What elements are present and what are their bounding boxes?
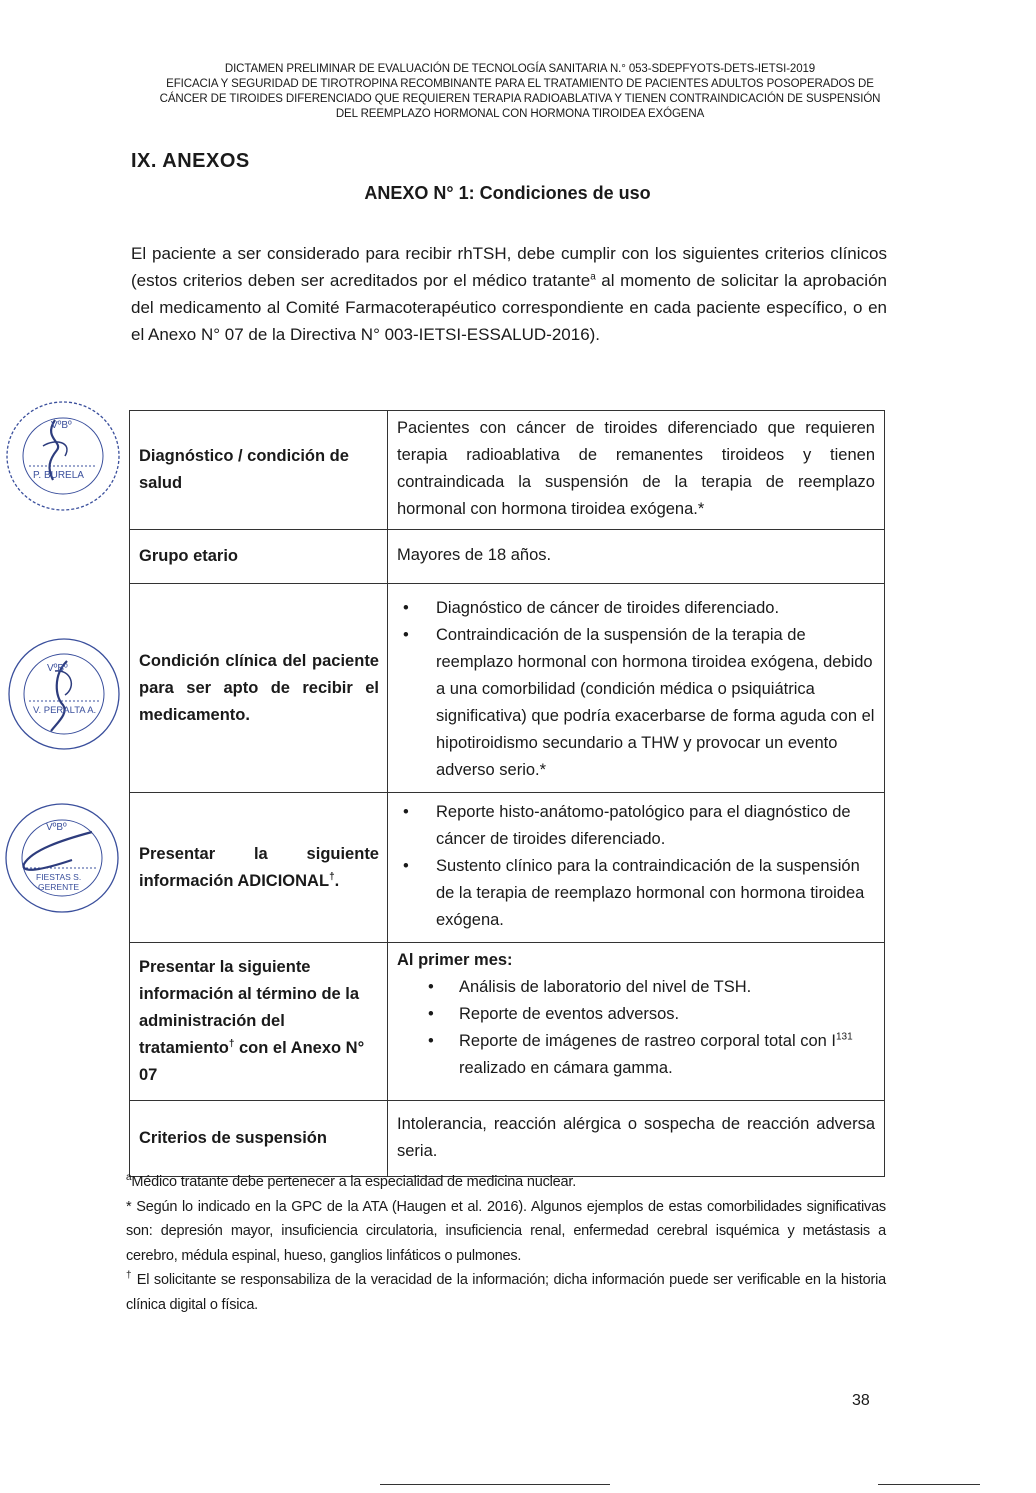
intro-paragraph [131, 240, 887, 348]
table-row-post-treatment-info [130, 943, 885, 1101]
row-content [388, 943, 885, 1101]
list-item [459, 1028, 875, 1082]
criteria-table [129, 410, 885, 1177]
list-item: • Diagnóstico de cáncer de tiroides diferenciado. [436, 595, 875, 622]
bullet-list [397, 799, 875, 934]
header-line-1: DICTAMEN PRELIMINAR DE EVALUACIÓN DE TECNOLOGÍA SANITARIA N.° 053-SDEPFYOTS-DETS-IETSI-2019 [224, 63, 816, 75]
svg-text:P. BURELA: P. BURELA [33, 470, 84, 481]
footnote-a [126, 1170, 886, 1195]
approval-stamp-icon [3, 398, 123, 516]
header-line-3: CÁNCER DE TIROIDES DIFERENCIADO QUE REQUIEREN TERAPIA RADIOABLATIVA Y TIENEN CONTRAINDICACIÓN DE SUSPENSIÓN [159, 93, 881, 105]
list-item: • Análisis de laboratorio del nivel de TSH. [459, 974, 875, 1001]
intro-part-2: al momento de solicitar la aprobación del medicamento al Comité Farmacoterapéutico correspondiente en cada paciente específico, o en el Anexo N° 07 de la Directiva N° 003-IETSI-ESSALUD-2016). [131, 271, 887, 344]
footer-rule-right [878, 1484, 980, 1485]
approval-stamp-icon [2, 800, 122, 918]
list-item: • Reporte histo-anátomo-patológico para el diagnóstico de cáncer de tiroides diferenciado. [436, 799, 875, 853]
row-label: Grupo etario [130, 530, 388, 584]
isotope-number: 131 [835, 1031, 853, 1043]
row-label-text-end: . [334, 871, 340, 890]
list-item: • Reporte de eventos adversos. [459, 1001, 875, 1028]
footnote-dagger-text: El solicitante se responsabiliza de la veracidad de la información; dicha información puede ser verificable en la historia clínica digital o física. [126, 1272, 886, 1313]
row-content: Mayores de 18 años. [388, 530, 885, 584]
row-label-text-end: con el Anexo N° 07 [139, 1039, 365, 1084]
row-label-text: Presentar la siguiente información al término de la administración del tratamiento [139, 958, 360, 1057]
footnote-dagger [126, 1268, 886, 1317]
approval-stamp-icon [5, 635, 123, 753]
footnote-mark-dagger: † [126, 1270, 133, 1282]
row-content [388, 793, 885, 943]
table-row-age-group [130, 530, 885, 584]
footnote-ref-a: a [590, 271, 596, 283]
list-item: • Sustento clínico para la contraindicación de la suspensión de la terapia de reemplazo hormonal con hormona tiroidea exógena. [436, 853, 875, 934]
svg-text:FIESTAS S.: FIESTAS S. [36, 872, 82, 882]
header-line-4: DEL REEMPLAZO HORMONAL CON HORMONA TIROIDEA EXÓGENA [335, 108, 705, 120]
row-label: Condición clínica del paciente para ser apto de recibir el medicamento. [130, 584, 388, 793]
list-item: • Contraindicación de la suspensión de la terapia de reemplazo hormonal con hormona tiroidea exógena, debido a una comorbilidad (condición médica o psiquiátrica significativa) que podría exacerbarse de forma aguda con el hipotiroidismo secundario a THW y provocar un evento adverso serio.* [436, 622, 875, 784]
bullet-list [397, 974, 875, 1082]
first-month-heading: Al primer mes: [397, 951, 513, 969]
annex-title: ANEXO N° 1: Condiciones de uso [364, 183, 651, 203]
list-item-text: Reporte de imágenes de rastreo corporal total con [459, 1032, 832, 1050]
footer-rule-left [380, 1484, 610, 1485]
section-title: IX. ANEXOS [131, 150, 250, 172]
list-item-text-end: realizado en cámara gamma. [459, 1059, 673, 1077]
svg-text:VºBº: VºBº [51, 420, 72, 431]
row-label-text: Presentar la siguiente información ADICIONAL [139, 844, 379, 890]
table-row-additional-info [130, 793, 885, 943]
isotope-symbol: I [831, 1032, 836, 1050]
footnotes [126, 1170, 886, 1317]
page-number: 38 [852, 1392, 870, 1409]
row-label [130, 793, 388, 943]
table-row-diagnosis [130, 411, 885, 530]
bullet-list [397, 595, 875, 784]
row-content [388, 584, 885, 793]
footnote-star: * Según lo indicado en la GPC de la ATA (Haugen et al. 2016). Algunos ejemplos de estas comorbilidades significativas son: depresión mayor, insuficiencia circulatoria, insuficiencia renal, enfermedad cerebral isquémica y metástasis a cerebro, médula espinal, hueso, ganglios linfáticos o pulmones. [126, 1198, 886, 1264]
footnote-a-text: Médico tratante debe pertenecer a la especialidad de medicina nuclear. [131, 1174, 577, 1190]
document-header [120, 62, 920, 122]
svg-text:GERENTE: GERENTE [38, 882, 80, 892]
svg-text:V. PERALTA A.: V. PERALTA A. [33, 705, 97, 716]
footnote-ref-dagger: † [329, 871, 335, 882]
row-label: Criterios de suspensión [130, 1101, 388, 1177]
row-content: Pacientes con cáncer de tiroides diferenciado que requieren terapia radioablativa de remanentes tiroideos y tienen contraindicada la suspensión de la terapia de reemplazo hormonal con hormona tiroidea exógena.* [388, 411, 885, 530]
svg-text:VºBº: VºBº [46, 822, 67, 833]
row-label: Diagnóstico / condición de salud [130, 411, 388, 530]
row-content: Intolerancia, reacción alérgica o sospecha de reacción adversa seria. [388, 1101, 885, 1177]
intro-part-1: El paciente a ser considerado para recibir rhTSH, debe cumplir con los siguientes criterios clínicos (estos criterios deben ser acreditados por el médico tratante [131, 244, 887, 290]
header-line-2: EFICACIA Y SEGURIDAD DE TIROTROPINA RECOMBINANTE PARA EL TRATAMIENTO DE PACIENTES ADULTOS POSOPERADOS DE [166, 78, 874, 90]
footnote-mark-a: a [126, 1172, 132, 1184]
row-label [130, 943, 388, 1101]
footnote-ref-dagger: † [228, 1038, 235, 1050]
svg-text:VºBº: VºBº [47, 663, 68, 674]
table-row-clinical-condition [130, 584, 885, 793]
table-row-suspension-criteria [130, 1101, 885, 1177]
